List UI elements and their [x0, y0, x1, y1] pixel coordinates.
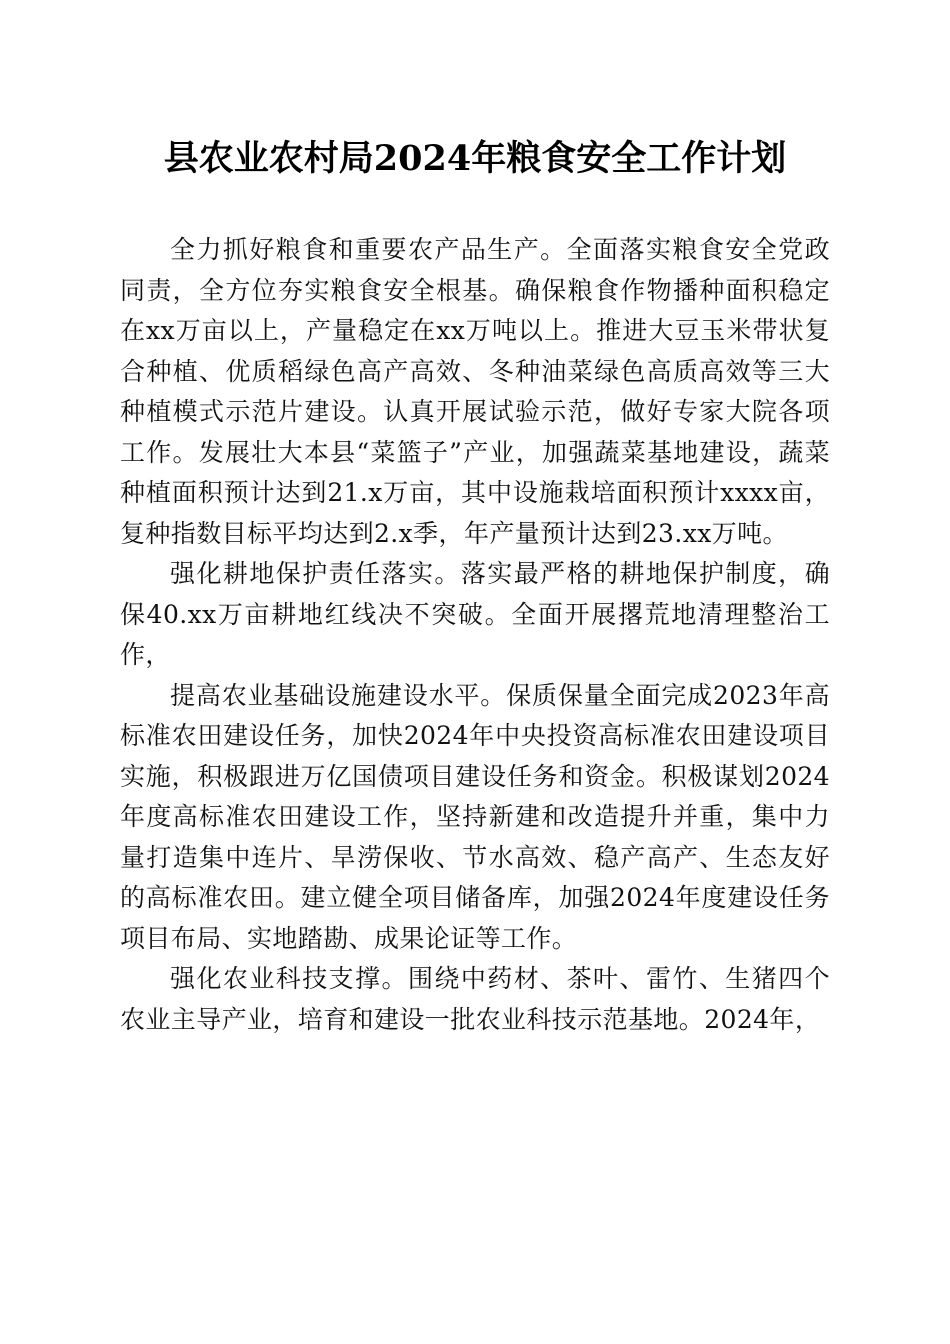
- document-title: 县农业农村局2024年粮食安全工作计划: [163, 138, 787, 179]
- paragraph-grain-production: 全力抓好粮食和重要农产品生产。全面落实粮食安全党政同责，全方位夯实粮食安全根基。确保粮食作物播种面积稳定在xx万亩以上，产量稳定在xx万吨以上。推进大豆玉米带状复合种植、优质稻绿色高产高效、冬种油菜绿色高质高效等三大种植模式示范片建设。认真开展试验示范，做好专家大院各项工作。发展壮大本县“菜篮子”产业，加强蔬菜基地建设，蔬菜种植面积预计达到21.x万亩，其中设施栽培面积预计xxxx亩，复种指数目标平均达到2.x季，年产量预计达到23.xx万吨。: [120, 235, 830, 548]
- paragraph-infrastructure: 提高农业基础设施建设水平。保质保量全面完成2023年高标准农田建设任务，加快2024年中央投资高标准农田建设项目实施，积极跟进万亿国债项目建设任务和资金。积极谋划2024年度高标准农田建设工作，坚持新建和改造提升并重，集中力量打造集中连片、旱涝保收、节水高效、稳产高产、生态友好的高标准农田。建立健全项目储备库，加强2024年度建设任务项目布局、实地踏勘、成果论证等工作。: [120, 680, 830, 953]
- paragraph-farmland-protection: 强化耕地保护责任落实。落实最严格的耕地保护制度，确保40.xx万亩耕地红线决不突破。全面开展撂荒地清理整治工作，: [120, 559, 830, 669]
- paragraph-technology-support: 强化农业科技支撑。围绕中药材、茶叶、雷竹、生猪四个农业主导产业，培育和建设一批农业科技示范基地。2024年，: [120, 964, 830, 1034]
- document-body: [120, 230, 830, 1040]
